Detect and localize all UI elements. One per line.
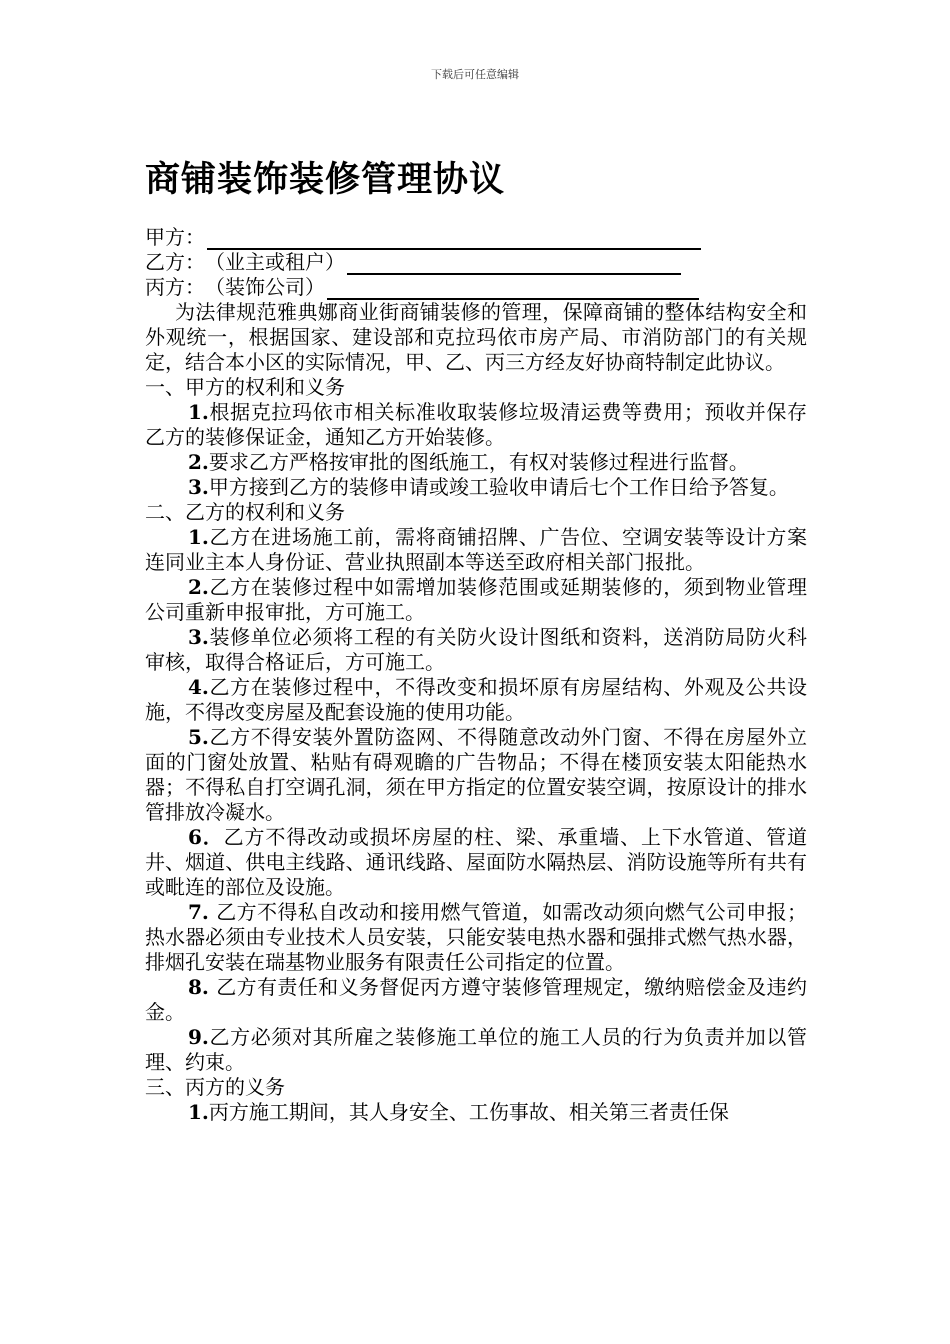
party-b-label: 乙方：: [145, 250, 205, 274]
party-b-blank: [347, 253, 681, 275]
clause: [145, 1100, 807, 1125]
clause: [145, 625, 807, 675]
clause: [145, 1025, 807, 1075]
page-header-note: 下载后可任意编辑: [431, 68, 519, 81]
clause-text: 乙方不得安装外置防盗网、不得随意改动外门窗、不得在房屋外立面的门窗处放置、粘贴有碍观瞻的广告物品；不得在楼顶安装太阳能热水器；不得私自打空调孔洞，须在甲方指定的位置安装空调，按原设计的排水管排放冷凝水。: [145, 725, 807, 824]
clause-text: 丙方施工期间，其人身安全、工伤事故、相关第三者责任保: [208, 1100, 729, 1124]
clause-number: 1.: [188, 400, 209, 424]
clause-text: 乙方有责任和义务督促丙方遵守装修管理规定，缴纳赔偿金及违约金。: [145, 975, 808, 1024]
clause: [145, 675, 807, 725]
clause: [145, 975, 807, 1025]
intro-paragraph: 为法律规范雅典娜商业街商铺装修的管理，保障商铺的整体结构安全和外观统一，根据国家、建设部和克拉玛依市房产局、市消防部门的有关规定，结合本小区的实际情况，甲、乙、丙三方经友好协商特制定此协议。: [145, 300, 807, 374]
clause-number: 8.: [188, 975, 217, 999]
party-b-note: （业主或租户）: [205, 250, 345, 274]
document-title: 商铺装饰装修管理协议: [145, 160, 506, 200]
clause: [145, 400, 807, 450]
clause-number: 2.: [188, 575, 209, 599]
party-c-line: [145, 275, 807, 300]
document-body: [145, 225, 807, 1125]
party-a-label: 甲方：: [145, 225, 205, 249]
clause: [145, 475, 807, 500]
clause-text: 乙方不得私自改动和接用燃气管道，如需改动须向燃气公司申报；热水器必须由专业技术人员安装，只能安装电热水器和强排式燃气热水器，排烟孔安装在瑞基物业服务有限责任公司指定的位置。: [145, 900, 808, 974]
clause-number: 4.: [188, 675, 209, 699]
clause: [145, 725, 807, 825]
clause-text: 乙方不得改动或损坏房屋的柱、梁、承重墙、上下水管道、管道井、烟道、供电主线路、通讯线路、屋面防水隔热层、消防设施等所有共有或毗连的部位及设施。: [145, 825, 808, 899]
clause-text: 要求乙方严格按审批的图纸施工，有权对装修过程进行监督。: [208, 450, 749, 474]
clause-text: 根据克拉玛依市相关标准收取装修垃圾清运费等费用；预收并保存乙方的装修保证金，通知乙方开始装修。: [145, 400, 807, 449]
section-heading: 一、甲方的权利和义务: [145, 375, 345, 399]
party-a-blank: [207, 228, 701, 250]
clause-number: 7.: [188, 900, 217, 924]
clause-text: 装修单位必须将工程的有关防火设计图纸和资料，送消防局防火科审核，取得合格证后，方可施工。: [145, 625, 807, 674]
clause-number: 3.: [188, 625, 209, 649]
clause-number: 9.: [188, 1025, 209, 1049]
party-c-note: （装饰公司）: [205, 275, 325, 299]
clause: [145, 575, 807, 625]
clause-number: 1.: [188, 525, 209, 549]
clause-text: 乙方在进场施工前，需将商铺招牌、广告位、空调安装等设计方案连同业主本人身份证、营业执照副本等送至政府相关部门报批。: [145, 525, 807, 574]
clause: [145, 525, 807, 575]
party-c-label: 丙方：: [145, 275, 205, 299]
clause: [145, 900, 807, 975]
clause-text: 甲方接到乙方的装修申请或竣工验收申请后七个工作日给予答复。: [208, 475, 789, 499]
clause-number: 6．: [188, 825, 224, 849]
clause-number: 5.: [188, 725, 209, 749]
clause: [145, 825, 807, 900]
clause-text: 乙方必须对其所雇之装修施工单位的施工人员的行为负责并加以管理、约束。: [145, 1025, 807, 1074]
party-b-line: [145, 250, 807, 275]
section-heading: 三、丙方的义务: [145, 1075, 285, 1099]
clause-number: 3.: [188, 475, 209, 499]
party-a-line: [145, 225, 807, 250]
party-c-blank: [327, 278, 699, 300]
clause: [145, 450, 807, 475]
section-heading: 二、乙方的权利和义务: [145, 500, 345, 524]
clause-text: 乙方在装修过程中如需增加装修范围或延期装修的，须到物业管理公司重新申报审批，方可施工。: [145, 575, 807, 624]
clause-number: 2.: [188, 450, 209, 474]
clause-number: 1.: [188, 1100, 209, 1124]
clause-text: 乙方在装修过程中，不得改变和损坏原有房屋结构、外观及公共设施，不得改变房屋及配套设施的使用功能。: [145, 675, 807, 724]
